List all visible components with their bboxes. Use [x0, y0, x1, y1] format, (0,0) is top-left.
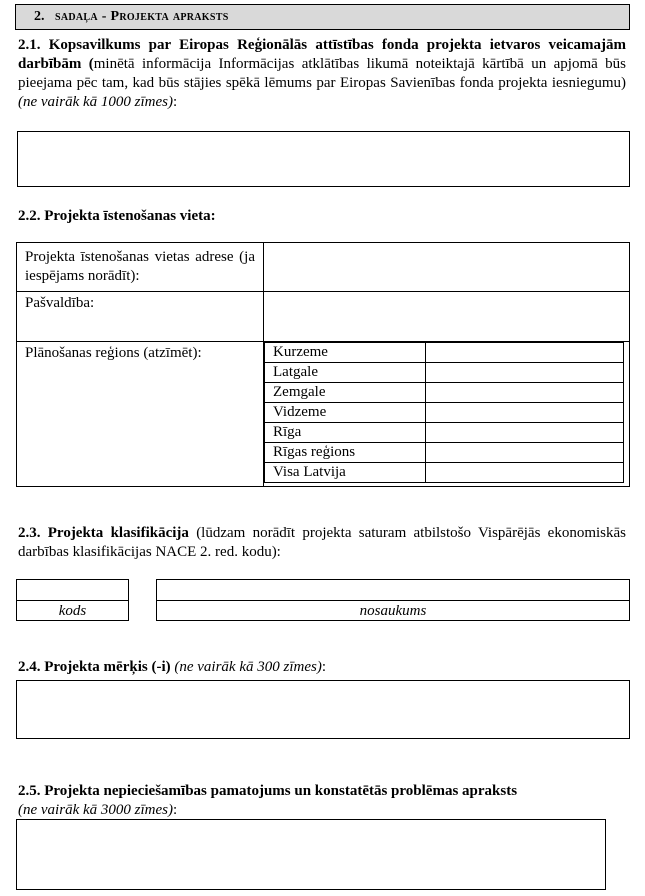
s21-colon: :: [172, 94, 178, 110]
address-field[interactable]: [264, 243, 630, 292]
section-title: sadaļa - Projekta apraksts: [55, 9, 229, 24]
address-label: Projekta īstenošanas vietas adrese (ja iespējams norādīt):: [17, 243, 264, 292]
s25-number: 2.5.: [18, 783, 41, 799]
nace-name-field[interactable]: [157, 580, 629, 600]
region-label: Plānošanas reģions (atzīmēt):: [17, 342, 264, 487]
nace-code-field[interactable]: [17, 580, 128, 600]
section-header: [15, 4, 630, 30]
region-checkbox-cell[interactable]: [426, 463, 624, 483]
region-checkbox-cell[interactable]: [426, 363, 624, 383]
section-number: 2.: [34, 9, 45, 24]
nace-name-box: [156, 579, 630, 621]
region-row: [265, 343, 624, 363]
region-name: Kurzeme: [265, 343, 426, 363]
region-checkbox-cell[interactable]: [426, 403, 624, 423]
s23-heading: 2.3. Projekta klasifikācija: [18, 525, 189, 541]
s24-heading: 2.4. Projekta mērķis (-i): [18, 659, 171, 675]
location-table: [16, 242, 630, 487]
s25-justification-field[interactable]: [16, 819, 606, 890]
s21-number: 2.1.: [18, 37, 41, 53]
region-checkbox-cell[interactable]: [426, 343, 624, 363]
s25-limit: (ne vairāk kā 3000 zīmes): [18, 802, 173, 818]
region-name: Zemgale: [265, 383, 426, 403]
region-name: Rīgas reģions: [265, 443, 426, 463]
region-row: [265, 363, 624, 383]
region-name: Vidzeme: [265, 403, 426, 423]
s21-text: minētā informācija Informācijas atklātības likumā noteiktajā kārtībā un apjomā būs pieejama pēc tam, kad būs stājies spēkā lēmums par Eiropas Savienības fonda projekta iesniegumu): [18, 56, 627, 91]
municipality-field[interactable]: [264, 292, 630, 342]
s24-objective-field[interactable]: [16, 680, 630, 739]
s25-colon: :: [172, 802, 178, 818]
s21-bold-lead: Kopsavilkums par Eiropas Reģionālās attīstības fonda projekta ietvaros veicamajām darbībām (: [18, 37, 627, 72]
s21-limit: (ne vairāk kā 1000 zīmes): [18, 94, 173, 110]
region-row: [265, 423, 624, 443]
region-row: [265, 463, 624, 483]
nace-code-label: kods: [58, 603, 87, 619]
s25-heading: Projekta nepieciešamības pamatojums un konstatētās problēmas apraksts: [44, 783, 518, 799]
region-table: [264, 342, 624, 483]
region-name: Latgale: [265, 363, 426, 383]
region-name: Visa Latvija: [265, 463, 426, 483]
s24-limit: (ne vairāk kā 300 zīmes): [174, 659, 322, 675]
s22-heading: 2.2. Projekta īstenošanas vieta:: [18, 208, 216, 224]
region-cell: [264, 342, 630, 487]
municipality-label: Pašvaldība:: [17, 292, 264, 342]
s24-colon: :: [321, 659, 326, 675]
region-row: [265, 443, 624, 463]
region-row: [265, 403, 624, 423]
region-checkbox-cell[interactable]: [426, 423, 624, 443]
s23-description: (lūdzam norādīt projekta saturam atbilstošo Vispārējās ekonomiskās darbības klasifikācijas NACE 2. red. kodu):: [18, 525, 626, 560]
nace-code-box: [16, 579, 129, 621]
nace-name-label: nosaukums: [359, 603, 427, 619]
s23-text: [18, 524, 626, 562]
s21-summary-field[interactable]: [17, 131, 630, 187]
s25-heading-block: [18, 782, 626, 820]
region-row: [265, 383, 624, 403]
region-name: Rīga: [265, 423, 426, 443]
s24-heading-line: [18, 658, 626, 677]
section-2-1-text: [18, 36, 626, 112]
region-checkbox-cell[interactable]: [426, 443, 624, 463]
region-checkbox-cell[interactable]: [426, 383, 624, 403]
